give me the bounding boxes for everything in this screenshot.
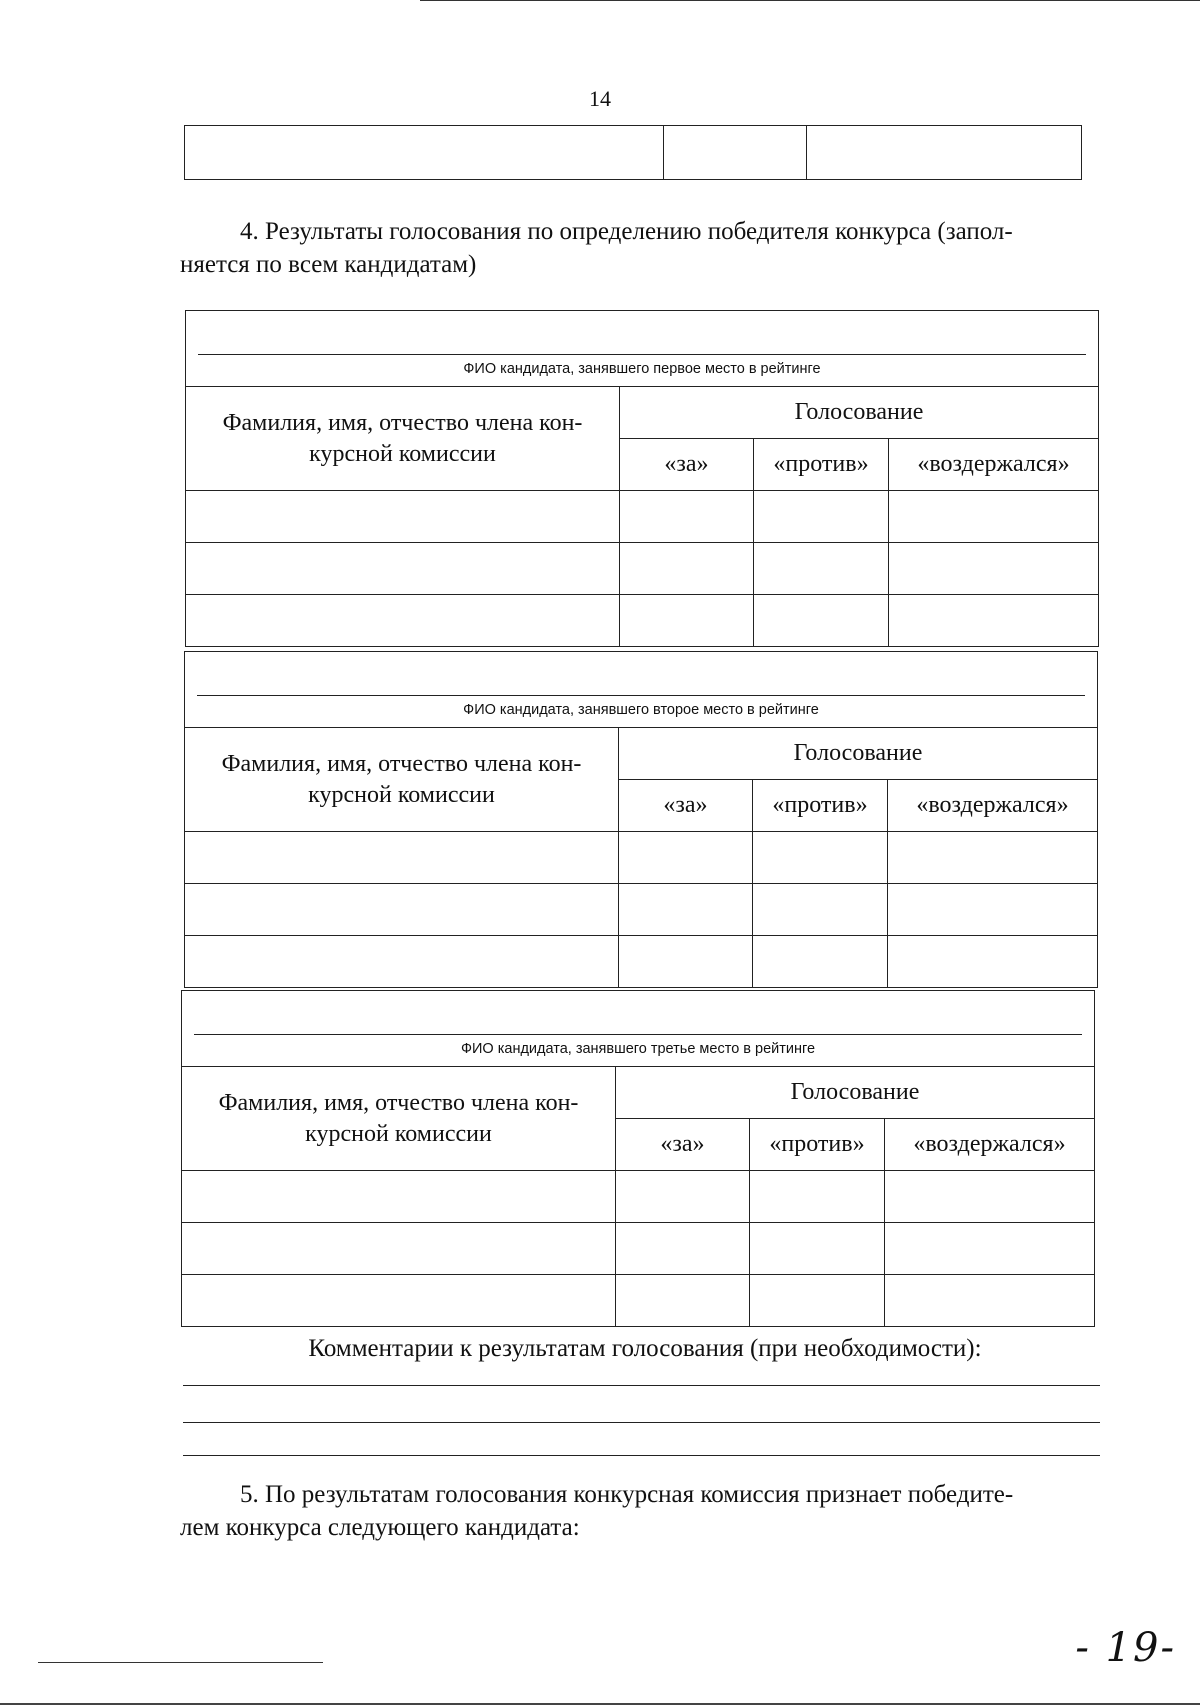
against-header: «против» [753, 780, 888, 832]
table-row [185, 884, 1098, 936]
voting-header: Голосование [616, 1067, 1095, 1119]
table-cell[interactable] [664, 126, 807, 180]
candidate-name-field[interactable] [185, 652, 1098, 728]
abstained-header: «воздержался» [885, 1119, 1095, 1171]
member-header-line-2: курсной комиссии [309, 440, 496, 467]
abstained-cell[interactable] [885, 1275, 1095, 1327]
member-name-cell[interactable] [186, 595, 620, 647]
table-row [186, 491, 1099, 543]
against-cell[interactable] [754, 595, 889, 647]
member-header-line-2: курсной комиссии [308, 781, 495, 808]
abstained-header: «воздержался» [889, 439, 1099, 491]
for-cell[interactable] [616, 1223, 750, 1275]
against-cell[interactable] [754, 543, 889, 595]
against-cell[interactable] [750, 1275, 885, 1327]
member-name-cell[interactable] [185, 936, 619, 988]
member-name-cell[interactable] [185, 832, 619, 884]
for-cell[interactable] [620, 595, 754, 647]
member-name-cell[interactable] [186, 491, 620, 543]
page-number: 14 [589, 86, 611, 111]
section-4-paragraph [180, 215, 1120, 281]
table-row [182, 1275, 1095, 1327]
member-column-header [186, 387, 620, 491]
member-name-cell[interactable] [182, 1171, 616, 1223]
vote-table-first-place [185, 310, 1099, 647]
member-column-header [182, 1067, 616, 1171]
for-header: «за» [620, 439, 754, 491]
against-header: «против» [750, 1119, 885, 1171]
vote-table-third-place [181, 990, 1095, 1327]
member-name-cell[interactable] [185, 884, 619, 936]
table-row [182, 1223, 1095, 1275]
table-cell[interactable] [807, 126, 1082, 180]
candidate-name-caption: ФИО кандидата, занявшего третье место в рейтинге [460, 1041, 816, 1057]
abstained-cell[interactable] [888, 884, 1098, 936]
abstained-cell[interactable] [889, 543, 1099, 595]
abstained-cell[interactable] [885, 1171, 1095, 1223]
comments-title: Комментарии к результатам голосования (при необходимости): [308, 1335, 982, 1362]
member-name-cell[interactable] [182, 1275, 616, 1327]
table-cell[interactable] [185, 126, 664, 180]
comment-line[interactable] [183, 1455, 1100, 1456]
handwritten-sheet-number: - 19- [1075, 1625, 1176, 1671]
section-4-line-1: 4. Результаты голосования по определению победителя конкурса (запол- [240, 218, 1013, 245]
for-cell[interactable] [619, 832, 753, 884]
table-row [182, 1171, 1095, 1223]
table-row [186, 595, 1099, 647]
against-cell[interactable] [753, 936, 888, 988]
section-4-line-2: няется по всем кандидатам) [180, 251, 477, 278]
comment-line[interactable] [183, 1422, 1100, 1423]
table-row [186, 543, 1099, 595]
abstained-cell[interactable] [885, 1223, 1095, 1275]
candidate-name-field[interactable] [186, 311, 1099, 387]
for-cell[interactable] [619, 884, 753, 936]
voting-header: Голосование [619, 728, 1098, 780]
member-name-cell[interactable] [182, 1223, 616, 1275]
for-cell[interactable] [620, 491, 754, 543]
abstained-cell[interactable] [888, 936, 1098, 988]
page-edge-bottom [0, 1703, 1200, 1705]
abstained-cell[interactable] [889, 491, 1099, 543]
table-row [185, 936, 1098, 988]
for-cell[interactable] [616, 1275, 750, 1327]
for-header: «за» [619, 780, 753, 832]
abstained-header: «воздержался» [888, 780, 1098, 832]
candidate-name-caption: ФИО кандидата, занявшего второе место в рейтинге [463, 702, 819, 718]
member-header-line-1: Фамилия, имя, отчество члена кон- [218, 1089, 579, 1116]
against-cell[interactable] [753, 832, 888, 884]
voting-header: Голосование [620, 387, 1099, 439]
footer-rule [38, 1662, 323, 1663]
for-cell[interactable] [616, 1171, 750, 1223]
against-cell[interactable] [754, 491, 889, 543]
for-cell[interactable] [620, 543, 754, 595]
member-column-header [185, 728, 619, 832]
for-header: «за» [616, 1119, 750, 1171]
candidate-name-field[interactable] [182, 991, 1095, 1067]
abstained-cell[interactable] [889, 595, 1099, 647]
section-5-paragraph [180, 1478, 1120, 1544]
abstained-cell[interactable] [888, 832, 1098, 884]
vote-table-second-place [184, 651, 1098, 988]
member-header-line-1: Фамилия, имя, отчество члена кон- [222, 409, 583, 436]
section-5-line-1: 5. По результатам голосования конкурсная комиссия признает победите- [240, 1481, 1014, 1508]
continuation-table [184, 125, 1082, 180]
table-row [185, 832, 1098, 884]
member-header-line-1: Фамилия, имя, отчество члена кон- [221, 750, 582, 777]
against-cell[interactable] [750, 1171, 885, 1223]
against-header: «против» [754, 439, 889, 491]
member-header-line-2: курсной комиссии [305, 1120, 492, 1147]
against-cell[interactable] [750, 1223, 885, 1275]
candidate-name-caption: ФИО кандидата, занявшего первое место в рейтинге [463, 361, 821, 377]
against-cell[interactable] [753, 884, 888, 936]
member-name-cell[interactable] [186, 543, 620, 595]
section-5-line-2: лем конкурса следующего кандидата: [180, 1514, 580, 1541]
page-edge-top [420, 0, 1200, 1]
for-cell[interactable] [619, 936, 753, 988]
comment-line[interactable] [183, 1385, 1100, 1386]
